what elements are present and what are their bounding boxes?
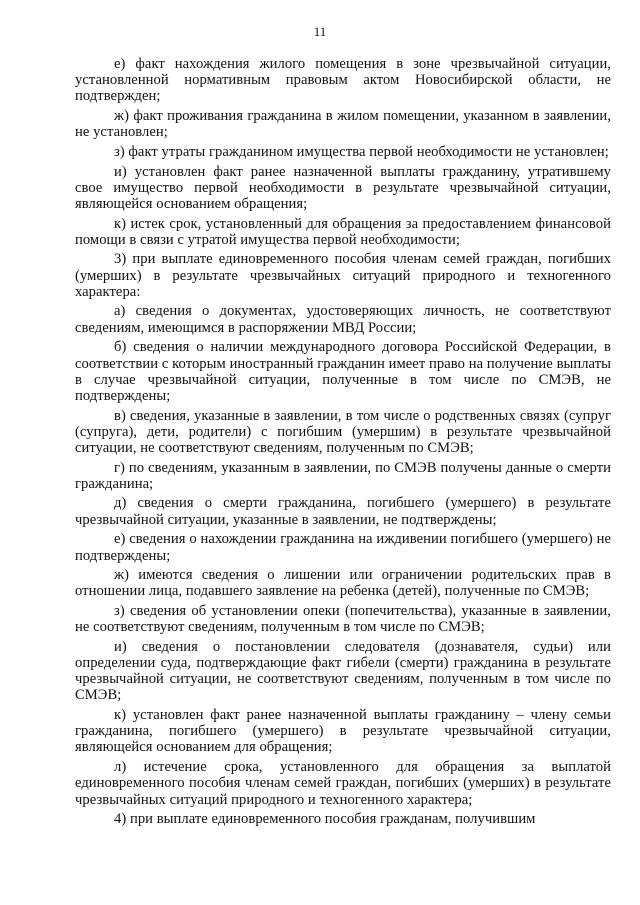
page-number: 11 [313,24,327,39]
paragraph: ж) имеются сведения о лишении или ограничении родительских прав в отношении лица, подавшего заявление на ребенка (детей), полученные по СМЭВ; [75,567,611,600]
paragraph: ж) факт проживания гражданина в жилом помещении, указанном в заявлении, не установлен; [75,108,611,141]
paragraph: к) истек срок, установленный для обращения за предоставлением финансовой помощи в связи с утратой имущества первой необходимости; [75,215,611,248]
paragraph: и) установлен факт ранее назначенной выплаты гражданину, утратившему свое имущество первой необходимости в результате чрезвычайной ситуации, являющейся основанием обращения; [75,163,611,212]
paragraph: г) по сведениям, указанным в заявлении, по СМЭВ получены данные о смерти гражданина; [75,459,611,492]
paragraph: б) сведения о наличии международного договора Российской Федерации, в соответствии с которым иностранный гражданин имеет право на получение выплаты в случае чрезвычайной ситуации, полученные в том числе по СМЭВ, не подтверждены; [75,339,611,404]
paragraph: к) установлен факт ранее назначенной выплаты гражданину – члену семьи гражданина, погибшего (умершего) в результате чрезвычайной ситуации, являющейся основанием для обращения; [75,707,611,756]
paragraph: е) сведения о нахождении гражданина на иждивении погибшего (умершего) не подтверждены; [75,531,611,564]
paragraph: в) сведения, указанные в заявлении, в том числе о родственных связях (супруг (супруга), дети, родители) с погибшим (умершим) в результате чрезвычайной ситуации, не соответствуют сведениям, полученным по СМЭВ; [75,407,611,456]
paragraph: и) сведения о постановлении следователя (дознавателя, судьи) или определении суда, подтверждающие факт гибели (смерти) гражданина в результате чрезвычайной ситуации, не соответствуют сведениям, полученным в том числе по СМЭВ; [75,638,611,704]
paragraph: 4) при выплате единовременного пособия гражданам, получившим [114,811,536,828]
paragraph: д) сведения о смерти гражданина, погибшего (умершего) в результате чрезвычайной ситуации, указанные в заявлении, не подтверждены; [75,495,611,528]
paragraph: л) истечение срока, установленного для обращения за выплатой единовременного пособия членам семей граждан, погибших (умерших) в результате чрезвычайных ситуаций природного и техногенного характера; [75,759,611,808]
paragraph: з) факт утраты гражданином имущества первой необходимости не установлен; [114,143,609,160]
document-body [75,56,611,831]
paragraph: а) сведения о документах, удостоверяющих личность, не соответствуют сведениям, имеющимся в распоряжении МВД России; [75,303,611,336]
paragraph: 3) при выплате единовременного пособия членам семей граждан, погибших (умерших) в результате чрезвычайных ситуаций природного и техногенного характера: [75,251,611,300]
paragraph: е) факт нахождения жилого помещения в зоне чрезвычайной ситуации, установленной нормативным правовым актом Новосибирской области, не подтвержден; [75,56,611,105]
paragraph: з) сведения об установлении опеки (попечительства), указанные в заявлении, не соответствуют сведениям, полученным в том числе по СМЭВ; [75,602,611,636]
